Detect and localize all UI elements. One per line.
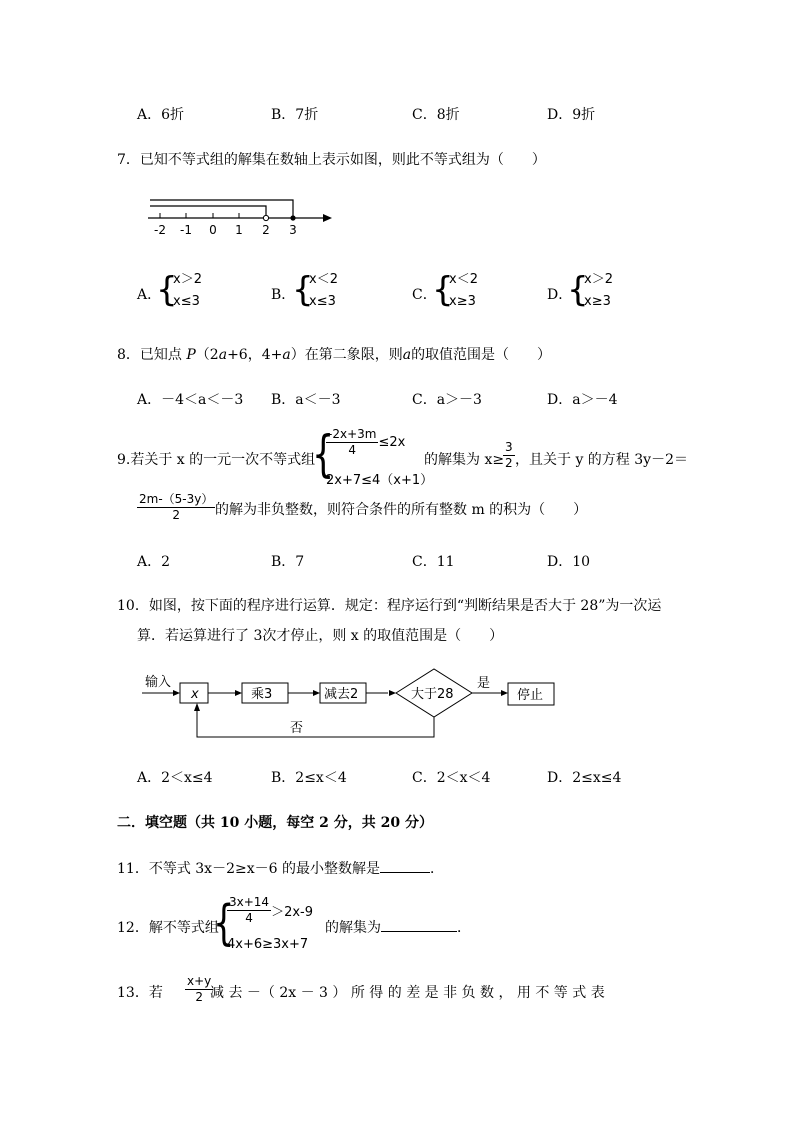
q12-system-line2: 4x+6≥3x+7 [227,937,309,952]
q10-option-b: B．2≤x＜4 [271,770,347,786]
q7-tick-label: -2 [154,223,166,237]
q8-stem: 8．已知点 P（2a+6，4+a）在第二象限，则a的取值范围是（ ） [117,347,552,363]
brace-icon: { [432,270,454,310]
brace-icon: { [213,895,235,951]
q7-tick-label: 2 [262,223,270,237]
q7-closed-point [290,215,295,220]
q7-option-letter: D． [547,287,573,303]
brace-icon: { [292,270,314,310]
flow-label-condition: 大于28 [411,687,454,702]
q13-stem-part2: 减 去 －（ 2x － 3 ） 所 得 的 差 是 非 负 数 ， 用 不 等 式 表 [210,985,605,1001]
q7-solution-bars [150,200,293,217]
brace-icon: { [312,425,335,483]
q7-number-line [140,193,340,238]
brace-icon: { [567,270,589,310]
q6-option-b: B．7折 [271,107,319,123]
q12-answer-blank [381,919,457,932]
q9-stem-part1: 9.若关于 x 的一元一次不等式组 [117,452,316,468]
q13-fraction: $\frac{x+y}{2}$ [187,974,212,1004]
q12-stem-prefix: 12．解不等式组 [117,920,219,936]
q7-stem: 7．已知不等式组的解集在数轴上表示如图，则此不等式组为（ ） [117,152,546,168]
q7-option-letter: C． [412,287,437,303]
flow-loop-line [197,711,434,737]
q9-system-line1: $\frac{-2x+3m}{4}$ ≤2x [328,427,406,457]
flow-label-subtract: 减去2 [324,687,359,702]
q7-tick-label: 1 [235,223,243,237]
q9-option-d: D．10 [547,554,591,570]
q10-stem-line2: 算．若运算进行了 3次才停止，则 x 的取值范围是（ ） [137,628,504,644]
q10-flowchart [140,665,570,745]
q7-open-point [263,215,268,220]
q12-stem-suffix: 的解集为 ． [325,920,471,936]
q11-answer-blank [380,860,430,873]
flow-label-input: 输入 [145,675,172,690]
q10-option-d: D．2≤x≤4 [547,770,622,786]
q9-fraction-3-2: $\frac{3}{2}$ [505,440,513,470]
flow-label-x: x [191,687,199,702]
q9-line2-fraction: $\frac{2m-(5-3y)}{2}$ [139,492,214,522]
q12-system-fraction: $\frac{3x+14}{4}$ [229,895,270,925]
q9-stem-part2: 的解集为 x≥ [424,452,505,468]
q8-option-b: B．a＜－3 [271,392,341,408]
q9-stem-part4: 的解为非负整数，则符合条件的所有整数 m 的积为（ ） [215,502,588,518]
q6-option-a: A．6折 [137,107,185,123]
q11-stem: 11．不等式 3x－2≥x－6 的最小整数解是 ． [117,861,444,877]
flow-label-multiply: 乘3 [251,687,273,702]
q7-option-system: x＞2 x≤3 [173,272,202,309]
q7-option-letter: B． [271,287,296,303]
q7-option-system: x＜2 x≥3 [449,272,478,309]
flow-label-no: 否 [290,721,304,736]
q7-axis-arrow [323,214,332,222]
q8-option-d: D．a＞－4 [547,392,618,408]
q6-option-c: C．8折 [412,107,460,123]
q8-option-c: C．a＞－3 [412,392,482,408]
q7-option-system: x＜2 x≤3 [309,272,338,309]
q10-option-a: A．2＜x≤4 [137,770,213,786]
q7-option-letter: A． [137,287,162,303]
q9-option-a: A．2 [137,554,171,570]
q7-tick-label: 3 [289,223,297,237]
q9-option-c: C．11 [412,554,455,570]
q7-option-system: x＞2 x≥3 [584,272,613,309]
q9-option-b: B．7 [271,554,305,570]
brace-icon: { [156,270,178,310]
flow-label-stop: 停止 [517,688,544,703]
q10-stem-line1: 10．如图，按下面的程序进行运算．规定：程序运行到“判断结果是否大于 28”为一次运 [117,598,662,614]
q8-option-a: A．－4＜a＜－3 [137,392,244,408]
q7-tick-label: 0 [209,223,217,237]
q12-system-line1: $\frac{3x+14}{4}$ ＞2x-9 [229,895,313,925]
q7-tick-label: -1 [180,223,192,237]
q10-option-c: C．2＜x＜4 [412,770,491,786]
flow-label-yes: 是 [477,676,491,691]
section-title-fill-in: 二．填空题（共 10 小题，每空 2 分，共 20 分） [117,815,433,831]
q9-system-line2: 2x+7≤4（x+1） [326,473,434,488]
q13-stem-part1: 13．若 [117,985,163,1001]
q6-option-d: D．9折 [547,107,596,123]
q9-system-fraction: $\frac{-2x+3m}{4}$ [328,427,377,457]
q9-stem-part3: ，且关于 y 的方程 3y－2＝ [515,452,688,468]
